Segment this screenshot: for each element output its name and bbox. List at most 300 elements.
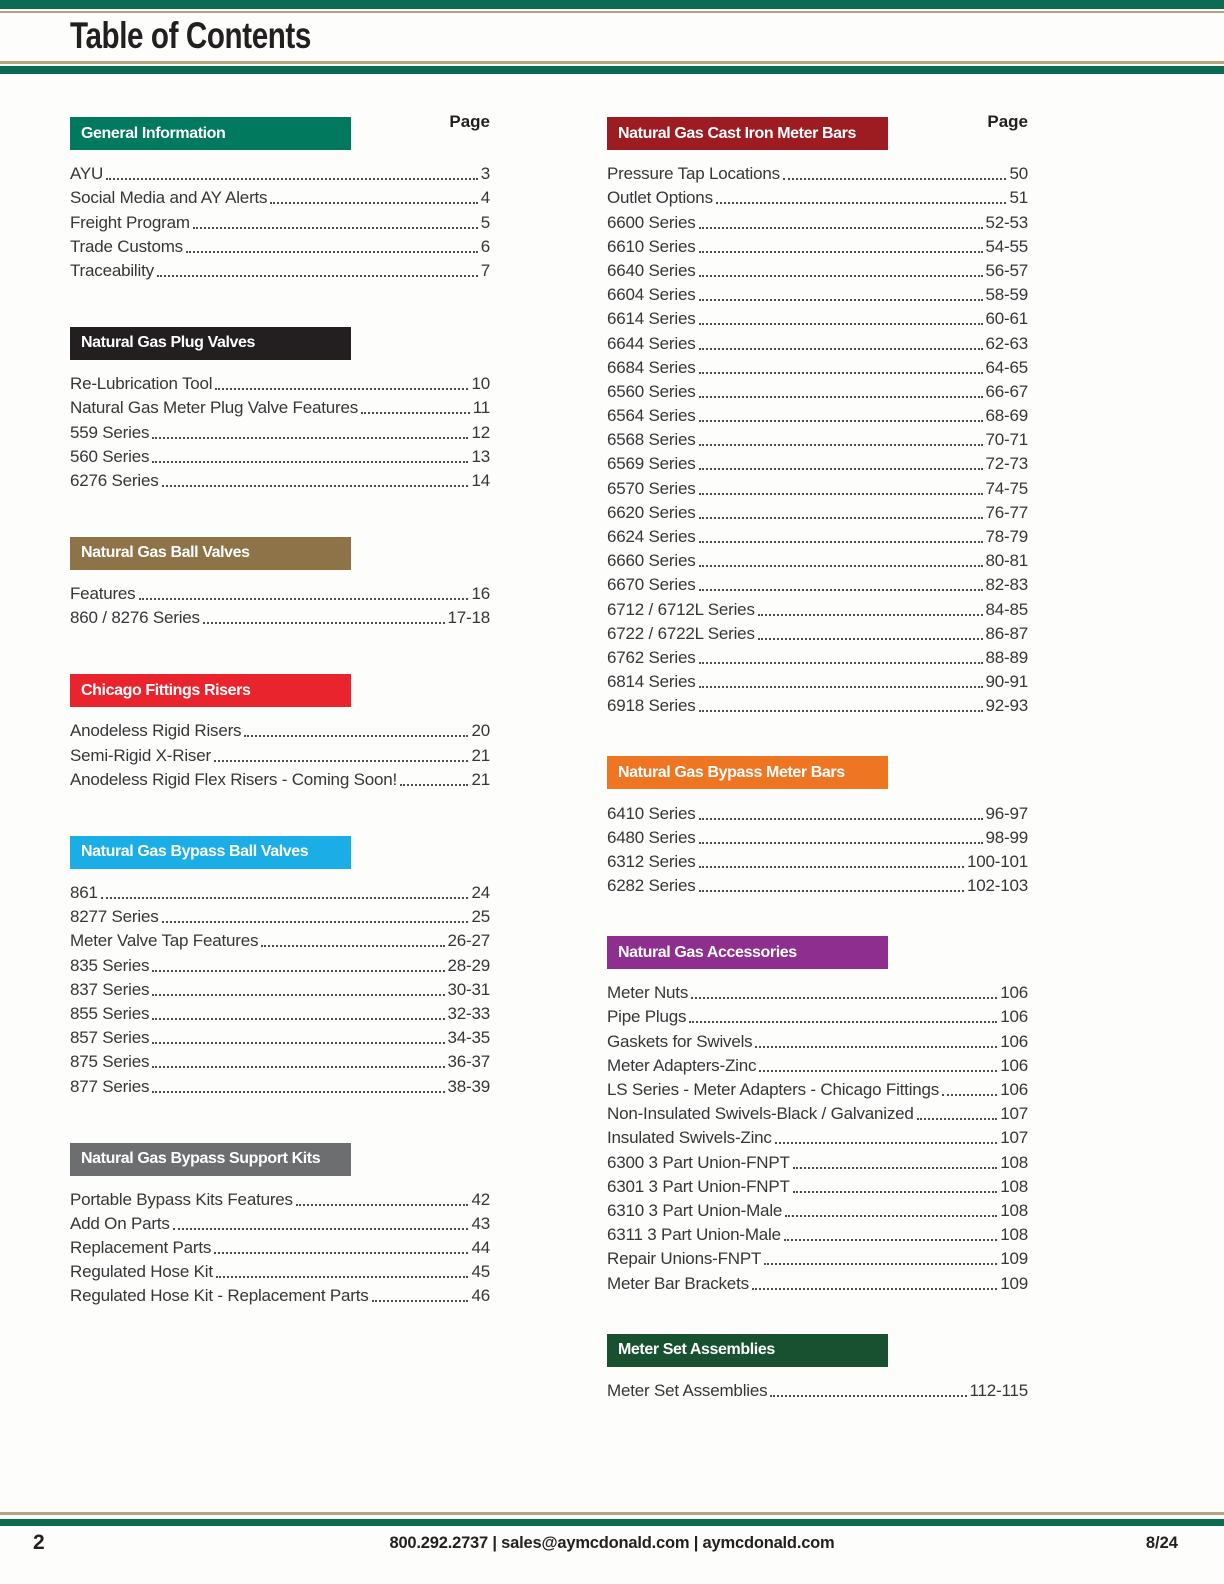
toc-entry-label: Freight Program — [70, 212, 190, 232]
dot-leader — [101, 897, 469, 899]
toc-entry-label: Portable Bypass Kits Features — [70, 1189, 293, 1209]
dot-leader — [699, 866, 964, 868]
toc-entry — [70, 370, 490, 394]
toc-entry — [70, 467, 490, 491]
toc-entry-label: 6276 Series — [70, 470, 159, 490]
toc-entry — [607, 402, 1028, 426]
dot-leader — [699, 662, 983, 664]
section-header: Natural Gas Ball Valves — [70, 537, 351, 570]
toc-entry-page: 108 — [1000, 1200, 1028, 1220]
toc-column-right — [607, 110, 1028, 1441]
dot-leader — [917, 1118, 998, 1120]
toc-entry-page: 21 — [471, 769, 490, 789]
section-header: Natural Gas Plug Valves — [70, 327, 351, 360]
dot-leader — [152, 994, 444, 996]
toc-entry — [607, 799, 1028, 823]
toc-entry-label: LS Series - Meter Adapters - Chicago Fittings — [607, 1080, 940, 1099]
dot-leader — [699, 842, 983, 844]
toc-entry-page: 84-85 — [985, 599, 1028, 619]
toc-entry-label: 861 — [70, 883, 98, 902]
toc-entry-page: 42 — [471, 1189, 490, 1209]
toc-entry — [607, 1269, 1028, 1293]
dot-leader — [699, 565, 983, 567]
toc-entry-label: Traceability — [70, 260, 154, 280]
toc-entry — [70, 257, 490, 281]
dot-leader — [699, 589, 983, 591]
toc-entry — [70, 1024, 490, 1048]
dot-leader — [716, 202, 1007, 204]
toc-entry-label: 6670 Series — [607, 575, 696, 595]
toc-section — [70, 674, 490, 790]
toc-entry-label: 6624 Series — [607, 527, 696, 546]
section-header: Meter Set Assemblies — [607, 1334, 888, 1367]
toc-entry — [70, 1048, 490, 1072]
toc-entry — [607, 233, 1028, 257]
dot-leader — [699, 818, 983, 820]
toc-entry-page: 58-59 — [985, 285, 1028, 305]
dot-leader — [216, 1276, 469, 1278]
dot-leader — [699, 372, 983, 374]
dot-leader — [775, 1142, 998, 1144]
footer-green-bar — [0, 1519, 1224, 1526]
footer-tan-rule — [0, 1512, 1224, 1515]
dot-leader — [783, 178, 1007, 180]
toc-entry — [607, 692, 1028, 716]
toc-entry-label: 6568 Series — [607, 430, 696, 450]
dot-leader — [699, 275, 983, 277]
toc-entry-label: 6604 Series — [607, 285, 696, 305]
dot-leader — [157, 275, 478, 277]
dot-leader — [193, 227, 478, 229]
section-header: Natural Gas Cast Iron Meter Bars — [607, 117, 888, 150]
dot-leader — [261, 945, 444, 947]
dot-leader — [699, 444, 983, 446]
masthead-green-bar-bottom — [0, 66, 1224, 74]
toc-entry-page: 32-33 — [447, 1003, 490, 1023]
toc-entry — [607, 378, 1028, 402]
toc-entry-label: 6570 Series — [607, 478, 696, 498]
toc-entry — [607, 848, 1028, 872]
dot-leader — [152, 1066, 444, 1068]
toc-entry — [70, 1000, 490, 1024]
dot-leader — [785, 1215, 997, 1217]
toc-section — [607, 1334, 1028, 1401]
toc-section — [607, 756, 1028, 896]
toc-entry-label: 835 Series — [70, 955, 150, 975]
dot-leader — [162, 485, 469, 487]
dot-leader — [361, 412, 470, 414]
toc-entry — [70, 1282, 490, 1306]
dot-leader — [173, 1228, 469, 1230]
toc-entry — [607, 620, 1028, 644]
toc-entry — [607, 1148, 1028, 1172]
toc-entry-page: 72-73 — [985, 454, 1028, 474]
toc-entry — [607, 824, 1028, 848]
toc-entry-label: 6610 Series — [607, 236, 696, 256]
toc-entry-page: 24 — [471, 883, 490, 902]
dot-leader — [699, 348, 983, 350]
masthead-tan-rule-top — [0, 11, 1224, 13]
toc-entry-page: 14 — [471, 470, 490, 490]
toc-column-left — [70, 110, 490, 1352]
dot-leader — [699, 323, 983, 325]
toc-entry — [607, 668, 1028, 692]
toc-entry — [70, 741, 490, 765]
toc-entry-page: 107 — [1000, 1104, 1028, 1124]
toc-entry-page: 74-75 — [985, 478, 1028, 498]
toc-entry — [70, 418, 490, 442]
toc-entry-label: Meter Nuts — [607, 983, 689, 1003]
toc-entry-label: 857 Series — [70, 1028, 150, 1048]
dot-leader — [689, 1021, 997, 1023]
dot-leader — [244, 735, 468, 737]
toc-entry — [607, 208, 1028, 232]
toc-entry-label: 6310 3 Part Union-Male — [607, 1200, 783, 1220]
toc-entry-label: Semi-Rigid X-Riser — [70, 745, 211, 765]
dot-leader — [296, 1204, 469, 1206]
toc-entry — [607, 257, 1028, 281]
toc-entry — [607, 1124, 1028, 1148]
toc-entry-page: 10 — [471, 374, 490, 394]
toc-entry-label: 6814 Series — [607, 672, 696, 692]
toc-entry-page: 50 — [1009, 164, 1028, 184]
toc-entry — [70, 1234, 490, 1258]
dot-leader — [699, 227, 983, 229]
toc-entry-label: 877 Series — [70, 1076, 150, 1096]
toc-entry — [607, 1052, 1028, 1076]
toc-entry-page: 106 — [1000, 1055, 1028, 1075]
toc-entry-page: 60-61 — [985, 309, 1028, 329]
page-title: Table of Contents — [70, 15, 311, 56]
toc-entry-page: 68-69 — [985, 406, 1028, 426]
toc-entry-page: 112-115 — [969, 1380, 1028, 1400]
toc-entry-page: 34-35 — [447, 1028, 490, 1048]
dot-leader — [758, 638, 983, 640]
toc-entry — [70, 766, 490, 790]
page-column-label-left: Page — [449, 112, 490, 131]
toc-entry — [607, 184, 1028, 208]
toc-entry-page: 106 — [1000, 1031, 1028, 1051]
toc-entry — [607, 1377, 1028, 1401]
toc-entry — [607, 1003, 1028, 1027]
toc-entry-page: 76-77 — [985, 502, 1028, 522]
toc-entry — [607, 450, 1028, 474]
toc-section — [70, 1143, 490, 1307]
toc-entry-label: 6644 Series — [607, 333, 696, 353]
dot-leader — [372, 1300, 469, 1302]
toc-entry-label: 875 Series — [70, 1052, 150, 1072]
toc-entry-label: 6300 3 Part Union-FNPT — [607, 1152, 790, 1172]
toc-entry-label: 6480 Series — [607, 827, 696, 847]
toc-entry-label: Insulated Swivels-Zinc — [607, 1128, 772, 1148]
toc-section — [607, 936, 1028, 1293]
toc-entry-page: 80-81 — [985, 551, 1028, 571]
toc-entry-label: Non-Insulated Swivels-Black / Galvanized — [607, 1104, 914, 1124]
toc-entry-page: 11 — [472, 398, 490, 418]
dot-leader — [203, 622, 445, 624]
toc-entry — [607, 426, 1028, 450]
dot-leader — [699, 890, 964, 892]
toc-entry-label: Replacement Parts — [70, 1238, 212, 1258]
toc-entry-page: 106 — [1000, 1007, 1028, 1027]
toc-entry-page: 90-91 — [985, 672, 1028, 692]
toc-entry-label: 6301 3 Part Union-FNPT — [607, 1176, 790, 1196]
toc-entry-page: 108 — [1000, 1176, 1028, 1196]
toc-section — [70, 836, 490, 1097]
toc-entry-page: 106 — [1000, 983, 1028, 1003]
toc-entry-page: 46 — [471, 1286, 490, 1306]
dot-leader — [152, 437, 468, 439]
toc-entry-label: Add On Parts — [70, 1213, 170, 1233]
dot-leader — [214, 1252, 468, 1254]
toc-entry-page: 16 — [471, 584, 490, 604]
toc-entry — [70, 976, 490, 1000]
section-header: Natural Gas Accessories — [607, 936, 888, 969]
toc-entry-label: Meter Valve Tap Features — [70, 931, 259, 951]
dot-leader — [400, 784, 468, 786]
toc-entry-label: 560 Series — [70, 446, 150, 466]
toc-section — [607, 117, 1028, 716]
section-header: Natural Gas Bypass Ball Valves — [70, 836, 351, 869]
toc-entry-label: 8277 Series — [70, 907, 159, 927]
toc-entry-label: 6311 3 Part Union-Male — [607, 1225, 781, 1245]
dot-leader — [758, 614, 983, 616]
toc-entry-label: 6918 Series — [607, 696, 696, 716]
dot-leader — [699, 251, 983, 253]
toc-entry — [607, 644, 1028, 668]
toc-entry-label: 860 / 8276 Series — [70, 608, 200, 628]
toc-entry-page: 21 — [471, 745, 490, 765]
toc-entry-page: 13 — [471, 446, 490, 466]
toc-entry — [70, 903, 490, 927]
toc-entry-page: 30-31 — [447, 979, 490, 999]
toc-entry-label: Natural Gas Meter Plug Valve Features — [70, 398, 359, 418]
toc-entry-label: 6660 Series — [607, 551, 696, 571]
toc-entry-page: 3 — [480, 164, 490, 184]
toc-entry — [607, 979, 1028, 1003]
toc-entry — [70, 1186, 490, 1210]
toc-entry-label: Anodeless Rigid Risers — [70, 721, 242, 741]
toc-entry — [70, 233, 490, 257]
toc-entry — [607, 1197, 1028, 1221]
toc-entry — [70, 1072, 490, 1096]
toc-entry — [70, 208, 490, 232]
dot-leader — [152, 461, 468, 463]
toc-entry — [607, 1027, 1028, 1051]
toc-entry-label: 6600 Series — [607, 212, 696, 232]
masthead-green-bar-top — [0, 0, 1224, 9]
dot-leader — [699, 541, 983, 543]
dot-leader — [699, 299, 983, 301]
toc-entry-label: 6712 / 6712L Series — [607, 599, 755, 619]
toc-entry-label: 6564 Series — [607, 406, 696, 426]
toc-entry-page: 107 — [1000, 1128, 1028, 1148]
toc-entry-page: 4 — [480, 188, 490, 208]
toc-entry — [70, 580, 490, 604]
toc-entry-page: 7 — [480, 260, 490, 280]
section-header: General Information — [70, 117, 351, 150]
toc-entry-label: 855 Series — [70, 1003, 150, 1023]
toc-entry — [70, 604, 490, 628]
toc-entry — [70, 1210, 490, 1234]
toc-entry — [607, 1100, 1028, 1124]
section-header: Natural Gas Bypass Support Kits — [70, 1143, 351, 1176]
toc-entry-page: 109 — [1000, 1249, 1028, 1269]
dot-leader — [214, 760, 469, 762]
toc-entry — [70, 394, 490, 418]
dot-leader — [784, 1239, 997, 1241]
toc-entry — [607, 1221, 1028, 1245]
dot-leader — [139, 598, 469, 600]
toc-entry-label: 6282 Series — [607, 876, 696, 896]
toc-entry-page: 28-29 — [447, 955, 490, 975]
toc-entry-page: 64-65 — [985, 357, 1028, 377]
toc-entry-label: Pipe Plugs — [607, 1007, 687, 1027]
section-header: Chicago Fittings Risers — [70, 674, 351, 707]
footer-contact: 800.292.2737 | sales@aymcdonald.com | aymcdonald.com — [389, 1534, 835, 1552]
dot-leader — [691, 997, 997, 999]
toc-entry-page: 43 — [471, 1213, 490, 1233]
footer-date-code: 8/24 — [1145, 1534, 1178, 1552]
toc-entry-label: Social Media and AY Alerts — [70, 188, 268, 208]
toc-entry — [607, 499, 1028, 523]
dot-leader — [770, 1395, 966, 1397]
toc-entry-page: 78-79 — [985, 527, 1028, 546]
toc-entry — [607, 281, 1028, 305]
toc-entry-page: 12 — [471, 422, 490, 442]
toc-entry-label: AYU — [70, 164, 104, 184]
toc-entry-page: 86-87 — [985, 623, 1028, 643]
dot-leader — [699, 468, 983, 470]
toc-entry-label: Regulated Hose Kit — [70, 1262, 213, 1282]
toc-entry-page: 54-55 — [985, 236, 1028, 256]
toc-entry-page: 100-101 — [967, 851, 1028, 871]
toc-entry-label: 837 Series — [70, 979, 150, 999]
toc-entry-page: 70-71 — [985, 430, 1028, 450]
dot-leader — [699, 396, 983, 398]
toc-entry-label: 6560 Series — [607, 381, 696, 401]
toc-entry-page: 88-89 — [985, 647, 1028, 667]
toc-entry — [70, 879, 490, 903]
toc-entry — [607, 595, 1028, 619]
toc-entry-label: Regulated Hose Kit - Replacement Parts — [70, 1286, 369, 1306]
toc-section — [70, 537, 490, 628]
toc-entry-page: 108 — [1000, 1152, 1028, 1172]
toc-entry — [607, 1076, 1028, 1100]
dot-leader — [162, 921, 469, 923]
section-header: Natural Gas Bypass Meter Bars — [607, 756, 888, 789]
toc-entry-label: 6684 Series — [607, 357, 696, 377]
toc-entry-label: 6614 Series — [607, 309, 696, 329]
dot-leader — [270, 202, 477, 204]
toc-entry-label: Features — [70, 584, 136, 604]
toc-entry — [607, 547, 1028, 571]
toc-entry-page: 51 — [1009, 188, 1028, 208]
dot-leader — [699, 493, 983, 495]
toc-entry-label: Re-Lubrication Tool — [70, 374, 213, 394]
toc-entry-page: 26-27 — [447, 931, 490, 951]
dot-leader — [759, 1070, 997, 1072]
toc-entry-label: Meter Adapters-Zinc — [607, 1055, 757, 1075]
dot-leader — [106, 178, 478, 180]
dot-leader — [942, 1094, 997, 1096]
toc-entry — [607, 305, 1028, 329]
toc-entry-label: Gaskets for Swivels — [607, 1031, 753, 1051]
toc-entry-page: 45 — [471, 1262, 490, 1282]
toc-entry-label: Outlet Options — [607, 188, 713, 208]
toc-entry-label: 6569 Series — [607, 454, 696, 474]
toc-entry — [70, 443, 490, 467]
toc-entry — [70, 184, 490, 208]
toc-section — [70, 327, 490, 491]
toc-entry — [70, 1258, 490, 1282]
footer — [0, 1531, 1224, 1557]
toc-entry-page: 109 — [1000, 1273, 1028, 1293]
toc-entry — [70, 160, 490, 184]
toc-section — [70, 117, 490, 281]
toc-entry — [607, 872, 1028, 896]
toc-entry — [607, 160, 1028, 184]
toc-entry-label: Pressure Tap Locations — [607, 164, 780, 184]
toc-entry — [607, 571, 1028, 595]
toc-entry-page: 98-99 — [985, 827, 1028, 847]
page-column-label-right: Page — [987, 112, 1028, 131]
dot-leader — [152, 1042, 444, 1044]
toc-entry-label: 6312 Series — [607, 851, 696, 871]
dot-leader — [699, 517, 983, 519]
footer-page-number: 2 — [33, 1531, 45, 1554]
dot-leader — [152, 1091, 444, 1093]
toc-entry-page: 62-63 — [985, 333, 1028, 353]
dot-leader — [793, 1191, 998, 1193]
toc-entry — [607, 329, 1028, 353]
toc-entry-label: Repair Unions-FNPT — [607, 1249, 762, 1269]
toc-entry — [607, 523, 1028, 547]
toc-entry — [607, 1173, 1028, 1197]
toc-entry-page: 25 — [471, 907, 490, 927]
toc-entry-label: 559 Series — [70, 422, 150, 442]
toc-entry-label: Meter Bar Brackets — [607, 1273, 749, 1293]
dot-leader — [152, 970, 444, 972]
toc-entry-page: 38-39 — [447, 1076, 490, 1096]
toc-entry — [70, 927, 490, 951]
dot-leader — [152, 1018, 444, 1020]
toc-entry-page: 102-103 — [967, 876, 1028, 896]
masthead-tan-rule-bottom — [0, 61, 1224, 64]
toc-entry — [70, 717, 490, 741]
toc-entry — [607, 474, 1028, 498]
dot-leader — [699, 686, 983, 688]
toc-entry-label: Trade Customs — [70, 236, 183, 256]
toc-entry-label: Anodeless Rigid Flex Risers - Coming Soon! — [70, 769, 398, 789]
toc-entry — [607, 354, 1028, 378]
toc-entry-label: 6620 Series — [607, 502, 696, 522]
toc-entry-page: 66-67 — [985, 381, 1028, 401]
dot-leader — [215, 388, 468, 390]
dot-leader — [699, 420, 983, 422]
toc-entry-page: 108 — [1000, 1225, 1028, 1245]
toc-entry-page: 17-18 — [447, 608, 490, 628]
dot-leader — [186, 251, 478, 253]
toc-entry-label: Meter Set Assemblies — [607, 1380, 768, 1400]
toc-entry-label: 6762 Series — [607, 647, 696, 667]
toc-entry-page: 36-37 — [447, 1052, 490, 1072]
toc-entry-page: 96-97 — [985, 803, 1028, 823]
toc-entry — [70, 951, 490, 975]
toc-entry-page: 20 — [471, 721, 490, 741]
toc-entry-page: 52-53 — [985, 212, 1028, 232]
dot-leader — [755, 1046, 997, 1048]
